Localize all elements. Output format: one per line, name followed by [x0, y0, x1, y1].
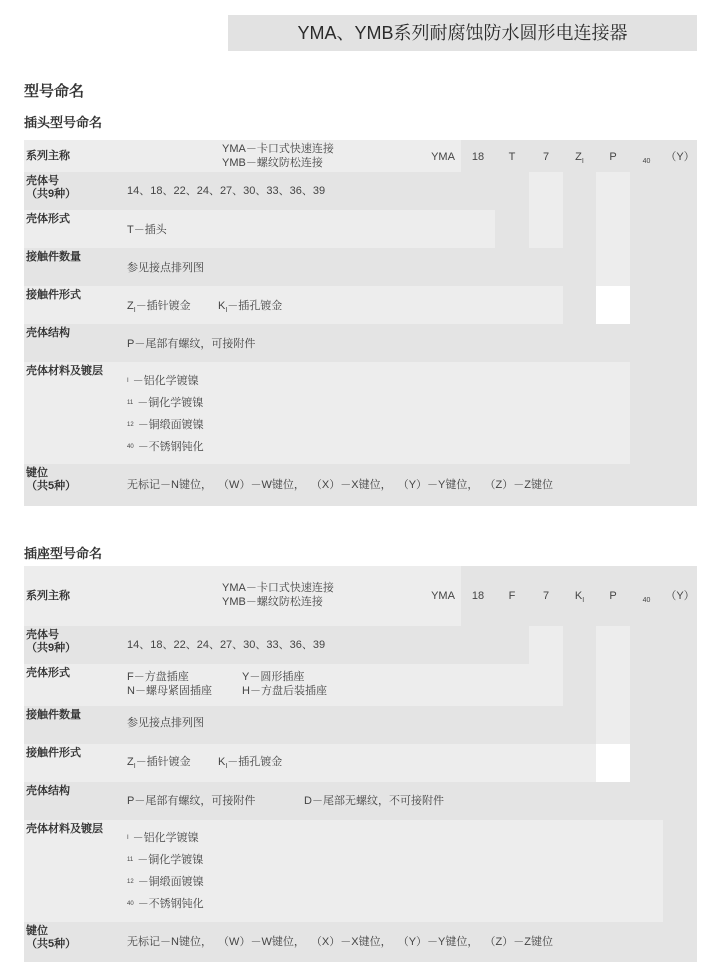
plug-shell-form: T－插头 — [127, 224, 167, 236]
rec-shell-form-f: F－方盘插座 — [127, 671, 189, 683]
rec-code-contact: $K_I$ — [574, 590, 585, 605]
rec-contact-pin: $Z_I-$插针镀金 — [127, 756, 191, 771]
plug-material-bg — [24, 362, 663, 464]
receptacle-heading: 插座型号命名 — [24, 546, 103, 561]
plug-material-label: 壳体材料及镀层 — [26, 365, 103, 377]
plug-keys: 无标记－N键位， （W）－W键位， （X）－X键位， （Y）－Y键位， （Z）－Z键位 — [127, 479, 553, 491]
plug-key-label: 键位 （共5种） — [26, 467, 77, 492]
plug-contact-count-label: 接触件数量 — [26, 251, 81, 263]
plug-contact-socket: $K_I-$插孔镀金 — [218, 300, 283, 315]
rec-shell-form-h: H－方盘后装插座 — [242, 685, 327, 697]
plug-contact-form-bg — [24, 286, 596, 324]
rec-material-4: 40 －不锈钢钝化 — [127, 898, 204, 910]
plug-contact-pin: $Z_I-$插针镀金 — [127, 300, 191, 315]
rec-code-form: F — [508, 590, 516, 602]
rec-series-yma: YMA－卡口式快速连接 — [222, 582, 334, 594]
rec-contact-count-label: 接触件数量 — [26, 709, 81, 721]
rec-material-2: 11 －铜化学镀镍 — [127, 854, 204, 866]
rec-contact-form-bg — [24, 744, 596, 782]
plug-shell-form-label: 壳体形式 — [26, 213, 70, 225]
plug-code-key: （Y） — [665, 151, 695, 163]
rec-structure-p: P－尾部有螺纹，可接附件 — [127, 795, 256, 807]
plug-structure-bg — [24, 324, 630, 362]
plug-code-form: T — [508, 151, 516, 163]
rec-structure-d: D－尾部无螺纹，不可接附件 — [304, 795, 444, 807]
rec-code-count: 7 — [542, 590, 550, 602]
plug-material-2: 11 －铜化学镀镍 — [127, 397, 204, 409]
plug-contact-count-bg — [24, 248, 563, 286]
rec-series-label: 系列主称 — [26, 590, 70, 602]
plug-code-structure: P — [609, 151, 617, 163]
rec-structure-label: 壳体结构 — [26, 785, 70, 797]
plug-contact-form-label: 接触件形式 — [26, 289, 81, 301]
rec-key-label: 键位 （共5种） — [26, 925, 77, 950]
plug-code-material: 40 — [642, 158, 651, 165]
rec-material-3: 12 －铜缎面镀镍 — [127, 876, 204, 888]
plug-structure: P－尾部有螺纹，可接附件 — [127, 338, 256, 350]
rec-shell-sizes: 14、18、22、24、27、30、33、36、39 — [127, 639, 326, 651]
page-title: YMA、YMB系列耐腐蚀防水圆形电连接器 — [297, 23, 628, 43]
rec-material-bg — [24, 820, 663, 922]
rec-shell-form-label: 壳体形式 — [26, 667, 70, 679]
plug-series-label: 系列主称 — [26, 150, 70, 162]
rec-keys: 无标记－N键位， （W）－W键位， （X）－X键位， （Y）－Y键位， （Z）－Z键位 — [127, 936, 553, 948]
rec-code-material: 40 — [642, 597, 651, 604]
plug-shell-size-label: 壳体号 （共9种） — [26, 175, 77, 200]
plug-code-series: YMA — [431, 151, 455, 163]
rec-contact-form-label: 接触件形式 — [26, 747, 81, 759]
plug-series-yma: YMA－卡口式快速连接 — [222, 143, 334, 155]
plug-material-3: 12 －铜缎面镀镍 — [127, 419, 204, 431]
plug-material-4: 40 －不锈钢钝化 — [127, 441, 204, 453]
rec-code-key: （Y） — [665, 590, 695, 602]
rec-contact-count-bg — [24, 706, 563, 744]
rec-code-size: 18 — [471, 590, 485, 602]
plug-structure-label: 壳体结构 — [26, 327, 70, 339]
plug-material-1: I －铝化学镀镍 — [127, 375, 199, 387]
rec-shell-form-y: Y－圆形插座 — [242, 671, 305, 683]
rec-code-structure: P — [609, 590, 617, 602]
rec-contact-socket: $K_I-$插孔镀金 — [218, 756, 283, 771]
rec-code-series: YMA — [431, 590, 455, 602]
plug-shell-form-bg — [24, 210, 529, 248]
rec-series-ymb: YMB－螺纹防松连接 — [222, 596, 323, 608]
plug-code-contact: $Z_I$ — [575, 151, 584, 166]
rec-shell-form-n: N－螺母紧固插座 — [127, 685, 212, 697]
rec-contact-count: 参见接点排列图 — [127, 717, 204, 729]
plug-series-ymb: YMB－螺纹防松连接 — [222, 157, 323, 169]
rec-material-label: 壳体材料及镀层 — [26, 823, 103, 835]
section-title: 型号命名 — [24, 83, 85, 100]
plug-heading: 插头型号命名 — [24, 115, 103, 130]
rec-material-1: I －铝化学镀镍 — [127, 832, 199, 844]
plug-shell-sizes: 14、18、22、24、27、30、33、36、39 — [127, 185, 326, 197]
plug-code-size: 18 — [471, 151, 485, 163]
plug-code-count: 7 — [542, 151, 550, 163]
rec-shell-size-label: 壳体号 （共9种） — [26, 629, 77, 654]
plug-contact-count: 参见接点排列图 — [127, 262, 204, 274]
